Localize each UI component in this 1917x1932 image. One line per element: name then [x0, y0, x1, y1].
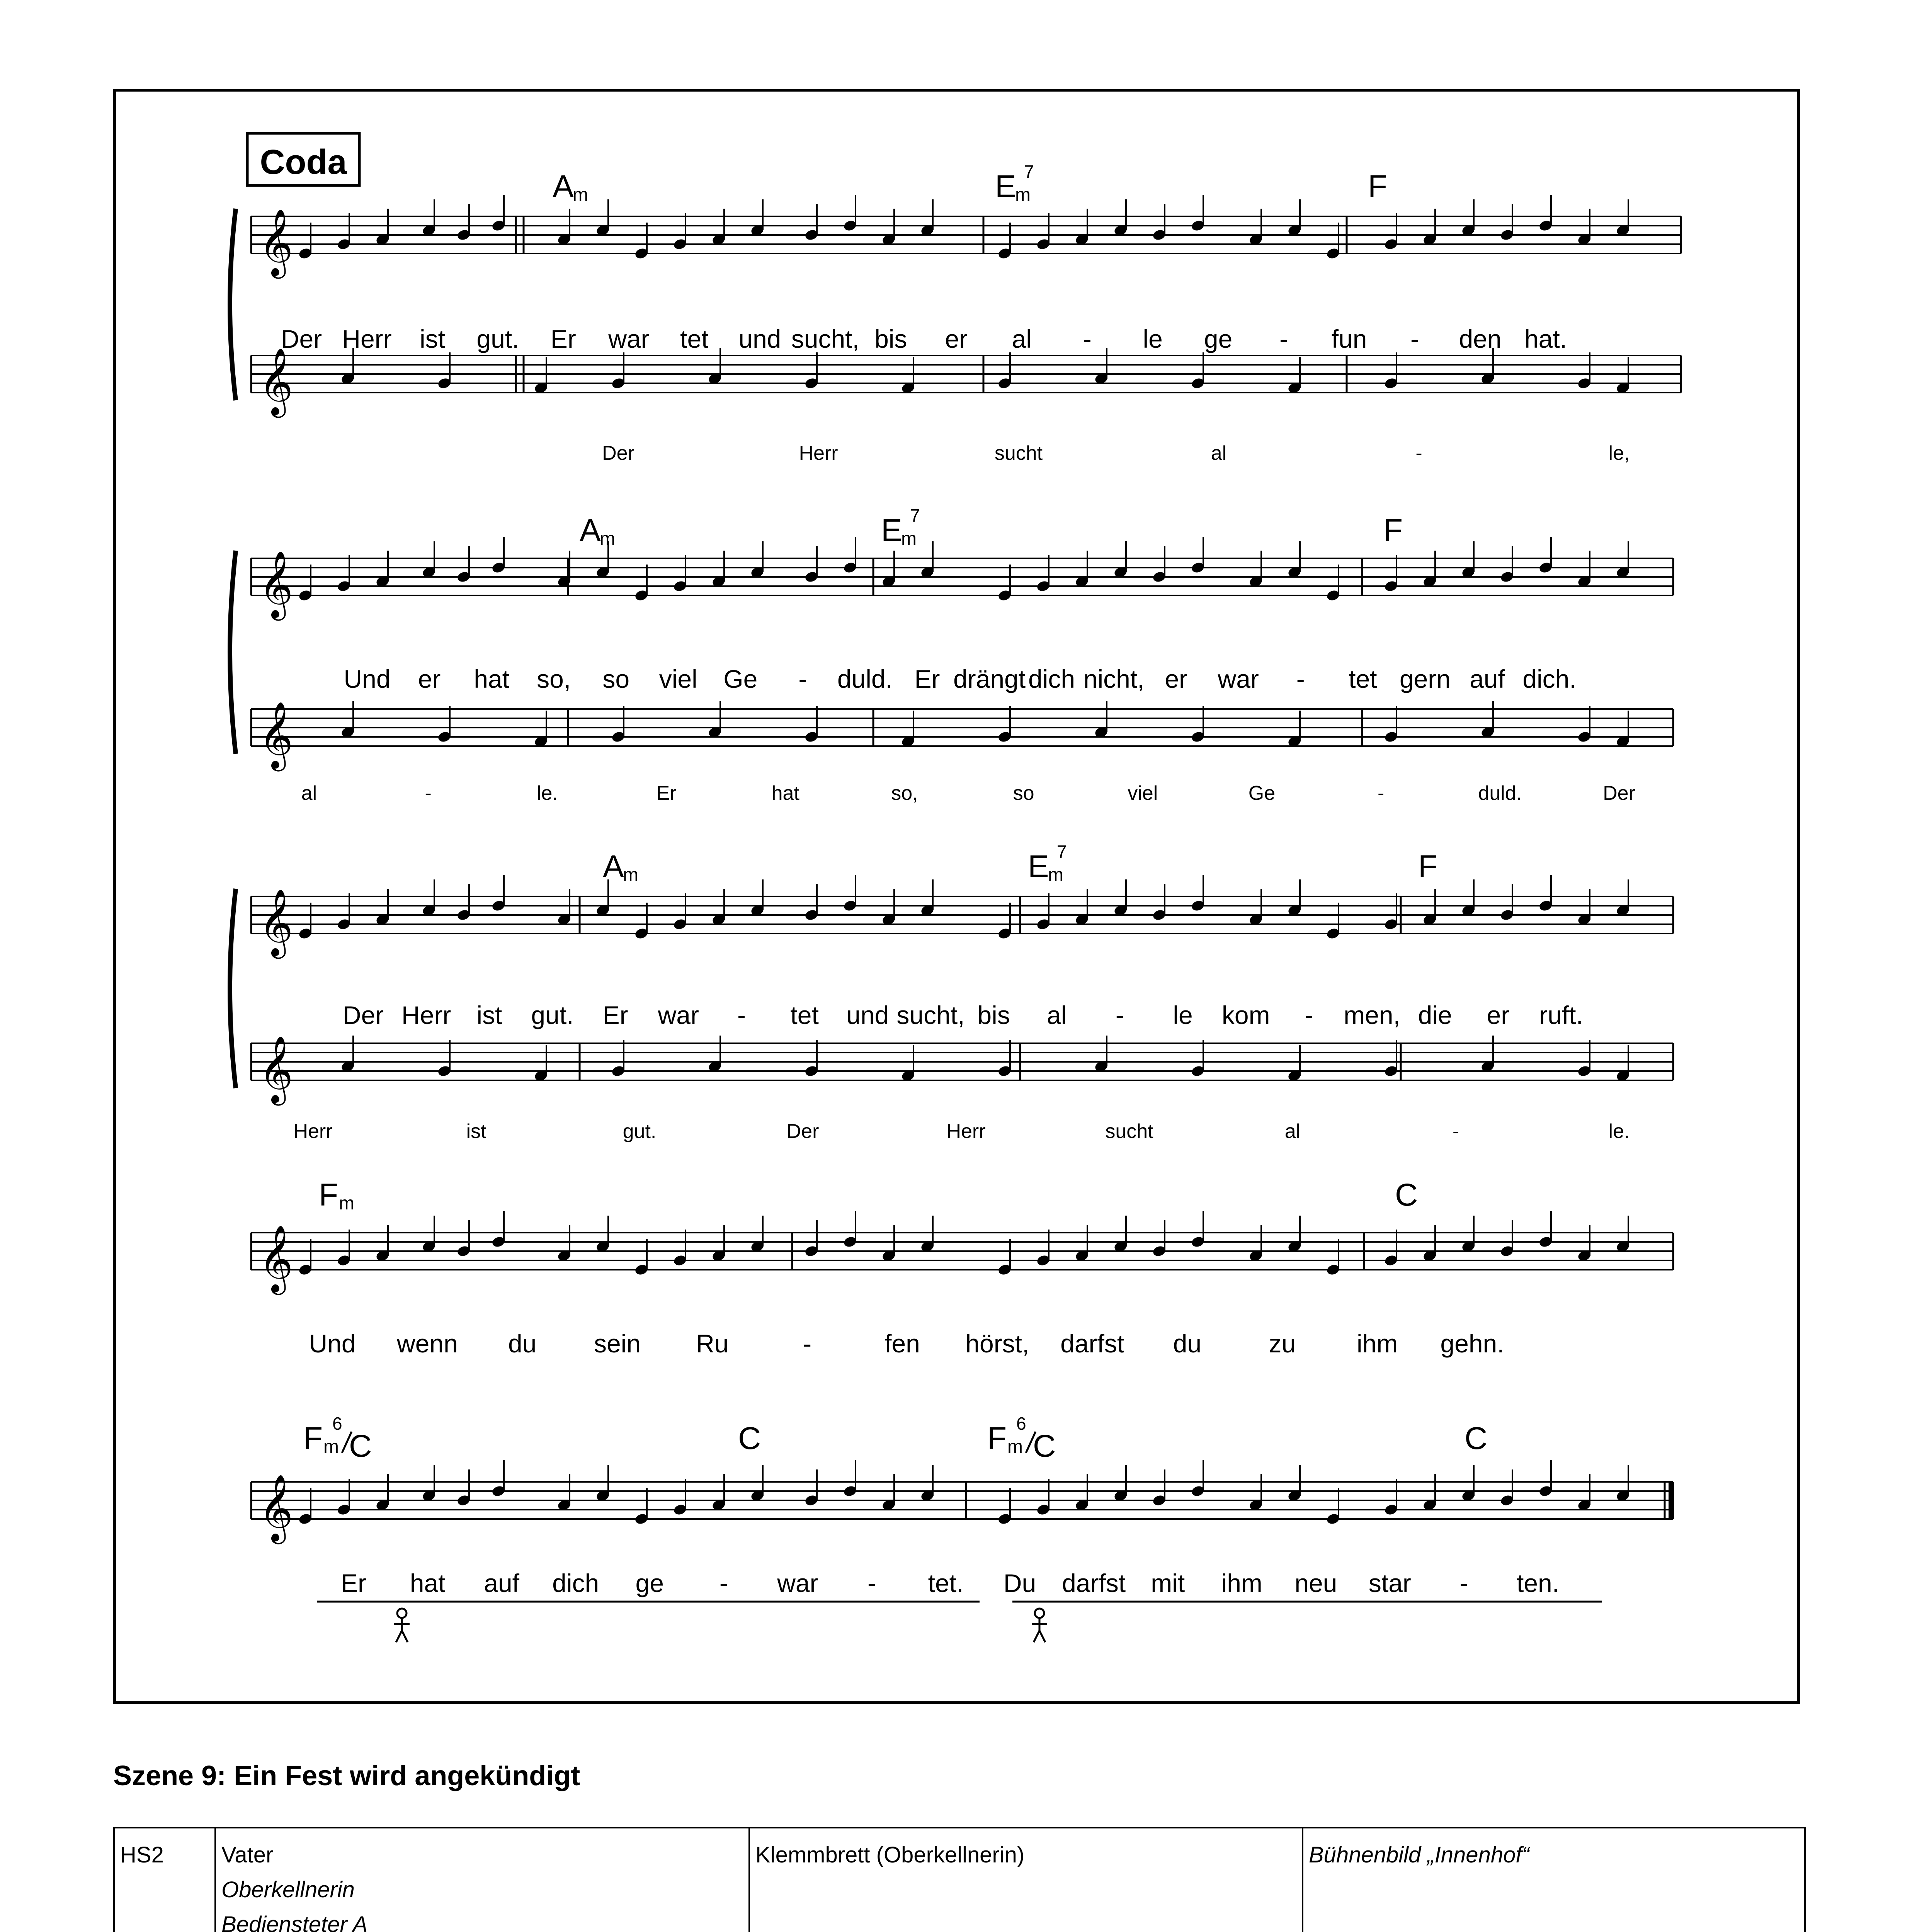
- lyric-syllable: tet: [790, 1001, 819, 1029]
- lyric-syllable: viel: [659, 665, 697, 693]
- lyric-syllable: duld.: [837, 665, 893, 693]
- lyric-syllable: ruft.: [1539, 1001, 1583, 1029]
- chord-symbol: [1368, 169, 1387, 204]
- chord-symbol: [553, 169, 588, 205]
- lyric-syllable: sucht,: [791, 325, 859, 353]
- lyrics-line: [341, 1569, 1559, 1597]
- chord-quality: m: [1015, 185, 1031, 205]
- chord-quality: m: [339, 1193, 354, 1214]
- lyric-syllable: war: [658, 1001, 699, 1029]
- chord-quality: m: [1007, 1437, 1023, 1457]
- lyric-syllable: men,: [1344, 1001, 1400, 1029]
- system-brace: [230, 551, 236, 754]
- chord-symbol: [603, 849, 638, 885]
- chord-symbol: [319, 1177, 354, 1214]
- lyric-syllable: zu: [1269, 1329, 1296, 1358]
- treble-clef: 𝄞: [259, 551, 293, 616]
- lyric-syllable: dich: [552, 1569, 599, 1597]
- chord-symbol: [1028, 842, 1067, 885]
- lyric-syllable: gern: [1399, 665, 1451, 693]
- lyric-syllable: sucht,: [896, 1001, 965, 1029]
- notes: [298, 875, 1630, 940]
- chord-root: C: [738, 1421, 761, 1456]
- lyric-syllable: le: [1173, 1001, 1193, 1029]
- lyric-syllable: -: [798, 665, 807, 693]
- lyric-syllable: sein: [594, 1329, 641, 1358]
- lyric-syllable: hat: [474, 665, 509, 693]
- figure-leg: [396, 1631, 402, 1642]
- lyric-syllable: -: [1410, 325, 1419, 353]
- treble-clef: 𝄞: [259, 702, 293, 767]
- chord-root: F: [303, 1421, 323, 1456]
- treble-clef: 𝄞: [259, 209, 293, 274]
- lyric-syllable: dich: [1028, 665, 1075, 693]
- chord-extension: 7: [1024, 162, 1034, 182]
- lyric-syllable: hat: [410, 1569, 446, 1597]
- chord-quality: m: [901, 529, 917, 549]
- figure-leg: [1039, 1631, 1045, 1642]
- lyric-syllable: nicht,: [1083, 665, 1145, 693]
- treble-clef: 𝄞: [259, 1226, 293, 1291]
- lyric-syllable: Er: [550, 325, 576, 353]
- chord-root: A: [553, 169, 574, 204]
- lyric-syllable: le.: [536, 782, 558, 804]
- lyric-syllable: darfst: [1062, 1569, 1126, 1597]
- lyric-syllable: Er: [602, 1001, 628, 1029]
- lyrics-line: [343, 1001, 1583, 1029]
- staff: [251, 1475, 1674, 1544]
- chord-extension: 6: [332, 1413, 342, 1434]
- lyric-syllable: -: [1452, 1120, 1459, 1143]
- lyric-syllable: al: [1047, 1001, 1067, 1029]
- lyric-syllable: den: [1459, 325, 1502, 353]
- lyric-syllable: Er: [656, 782, 677, 804]
- chord-root: E: [995, 169, 1016, 204]
- lyric-syllable: drängt: [953, 665, 1026, 693]
- staff: [251, 702, 1673, 772]
- chord-symbol: [580, 513, 615, 549]
- lyric-syllable: tet: [680, 325, 709, 353]
- lyric-syllable: Herr: [401, 1001, 451, 1029]
- lyrics-line-lower: [293, 1120, 1630, 1143]
- chord-root: F: [1368, 169, 1388, 204]
- lyric-syllable: -: [1296, 665, 1305, 693]
- lyric-syllable: hat: [771, 782, 799, 804]
- lyric-syllable: hörst,: [965, 1329, 1029, 1358]
- notes: [298, 537, 1630, 602]
- figure-head: [397, 1609, 407, 1618]
- lyric-syllable: darfst: [1060, 1329, 1124, 1358]
- chord-root: F: [1418, 849, 1438, 884]
- chord-root: E: [1028, 849, 1049, 884]
- chord-symbol: [1418, 849, 1437, 884]
- lyric-syllable: er: [418, 665, 441, 693]
- notes: [298, 1211, 1630, 1276]
- lyric-syllable: Der: [1603, 782, 1635, 804]
- lyric-syllable: al: [301, 782, 317, 804]
- chord-root: F: [987, 1421, 1007, 1456]
- final-barline: [1669, 1482, 1674, 1519]
- lyric-syllable: war: [1218, 665, 1259, 693]
- lyric-syllable: gut.: [476, 325, 519, 353]
- lyric-syllable: duld.: [1478, 782, 1522, 804]
- lyric-syllable: auf: [484, 1569, 519, 1597]
- figure-head: [1035, 1609, 1044, 1618]
- lyric-syllable: al: [1284, 1120, 1301, 1143]
- notes: [298, 1460, 1630, 1526]
- chord-root: F: [319, 1177, 338, 1213]
- lyric-syllable: Ge: [723, 665, 758, 693]
- lyric-syllable: ge: [635, 1569, 664, 1597]
- staff: [251, 209, 1681, 279]
- lyric-syllable: Herr: [946, 1120, 986, 1143]
- chord-bass: C: [349, 1429, 372, 1464]
- staff: [251, 349, 1681, 418]
- staff: [251, 551, 1673, 621]
- lyric-syllable: neu: [1294, 1569, 1337, 1597]
- system-brace: [230, 889, 236, 1088]
- chord-symbol: [303, 1413, 372, 1464]
- lyric-syllable: war: [608, 325, 650, 353]
- lyric-syllable: er: [945, 325, 968, 353]
- choreo-figure: [394, 1609, 410, 1642]
- coda-label: Coda: [260, 143, 347, 182]
- treble-clef: 𝄞: [259, 1475, 293, 1540]
- lyric-syllable: ten.: [1516, 1569, 1560, 1597]
- lyric-syllable: Du: [1003, 1569, 1036, 1597]
- chord-symbol: [995, 162, 1034, 205]
- choreo-figure: [1032, 1609, 1047, 1642]
- lyrics-line: [281, 325, 1567, 353]
- lyric-syllable: ist: [419, 325, 445, 353]
- lyric-syllable: fen: [885, 1329, 920, 1358]
- lyric-syllable: so,: [891, 782, 918, 804]
- lyric-syllable: -: [803, 1329, 812, 1358]
- lyric-syllable: -: [1415, 442, 1422, 464]
- treble-clef: 𝄞: [259, 889, 293, 954]
- lyric-syllable: Und: [344, 665, 391, 693]
- lyric-syllable: auf: [1470, 665, 1505, 693]
- chord-root: A: [580, 513, 601, 548]
- chord-quality: m: [323, 1437, 339, 1457]
- props-cell: Klemmbrett (Oberkellnerin): [749, 1828, 1303, 1932]
- lyric-syllable: bis: [874, 325, 907, 353]
- scene-code: HS2: [114, 1828, 215, 1932]
- lyric-syllable: le: [1143, 325, 1163, 353]
- lyric-syllable: und: [738, 325, 781, 353]
- lyric-syllable: und: [846, 1001, 889, 1029]
- lyric-syllable: so: [1013, 782, 1034, 804]
- lyric-syllable: gut.: [531, 1001, 574, 1029]
- lyric-syllable: so: [602, 665, 630, 693]
- lyric-syllable: die: [1418, 1001, 1452, 1029]
- chord-extension: 7: [910, 505, 920, 526]
- lyric-syllable: fun: [1331, 325, 1367, 353]
- lyric-syllable: ist: [476, 1001, 502, 1029]
- lyric-syllable: -: [1305, 1001, 1313, 1029]
- lyric-syllable: Ru: [696, 1329, 729, 1358]
- staff: [251, 889, 1673, 959]
- chord-symbol: [881, 505, 920, 549]
- lyric-syllable: ist: [466, 1120, 486, 1143]
- treble-clef: 𝄞: [259, 349, 293, 413]
- lyrics-line-lower: [301, 782, 1635, 804]
- staff: [251, 1036, 1673, 1106]
- lyric-syllable: -: [1115, 1001, 1124, 1029]
- chord-quality: m: [1048, 865, 1063, 885]
- lyric-syllable: Herr: [293, 1120, 333, 1143]
- role-name: Vater: [221, 1842, 274, 1867]
- lyric-syllable: -: [1377, 782, 1385, 804]
- lyric-syllable: -: [719, 1569, 728, 1597]
- lyric-syllable: ihm: [1221, 1569, 1262, 1597]
- chord-root: F: [1383, 513, 1403, 548]
- lyric-syllable: kom: [1221, 1001, 1270, 1029]
- lyric-syllable: wenn: [396, 1329, 458, 1358]
- lyric-syllable: sucht: [994, 442, 1043, 464]
- role-name: Oberkellnerin: [221, 1877, 355, 1902]
- lyric-syllable: Der: [786, 1120, 819, 1143]
- lyric-syllable: al: [1012, 325, 1032, 353]
- lyric-syllable: war: [777, 1569, 818, 1597]
- lyric-syllable: Der: [602, 442, 634, 464]
- lyric-syllable: -: [1459, 1569, 1468, 1597]
- lyric-syllable: le,: [1608, 442, 1630, 464]
- lyric-syllable: Und: [309, 1329, 356, 1358]
- chord-root: C: [1395, 1177, 1418, 1213]
- system-brace: [230, 209, 236, 400]
- lyric-syllable: le.: [1608, 1120, 1630, 1143]
- lyric-syllable: al: [1211, 442, 1227, 464]
- scene-info-table: [113, 1827, 1806, 1932]
- lyrics-line: [309, 1329, 1504, 1358]
- lyric-syllable: du: [508, 1329, 537, 1358]
- lyric-syllable: tet: [1349, 665, 1377, 693]
- lyric-syllable: Er: [341, 1569, 366, 1597]
- set-cell: Bühnenbild „Innenhof“: [1303, 1828, 1805, 1932]
- lyric-syllable: so,: [537, 665, 571, 693]
- lyric-syllable: -: [737, 1001, 746, 1029]
- lyric-syllable: er: [1165, 665, 1188, 693]
- scene-title: Szene 9: Ein Fest wird angekündigt: [113, 1760, 580, 1791]
- figure-leg: [402, 1631, 408, 1642]
- lyric-syllable: dich.: [1522, 665, 1577, 693]
- lyric-syllable: tet.: [928, 1569, 964, 1597]
- lyric-syllable: bis: [977, 1001, 1010, 1029]
- roles-cell: [215, 1828, 749, 1932]
- chord-symbol: [738, 1421, 761, 1456]
- lyric-syllable: hat.: [1524, 325, 1567, 353]
- lyric-syllable: viel: [1128, 782, 1158, 804]
- notes: [298, 195, 1630, 260]
- lyric-syllable: mit: [1151, 1569, 1185, 1597]
- lyric-syllable: -: [425, 782, 432, 804]
- staff: [251, 1226, 1673, 1295]
- treble-clef: 𝄞: [259, 1036, 293, 1101]
- chord-extension: 6: [1016, 1413, 1026, 1434]
- chord-symbol: [1383, 513, 1403, 548]
- chord-bass: C: [1033, 1429, 1056, 1464]
- lyric-syllable: star: [1368, 1569, 1411, 1597]
- chord-quality: m: [573, 185, 588, 205]
- lyric-syllable: ge: [1204, 325, 1233, 353]
- lyric-syllable: Der: [281, 325, 322, 353]
- lyric-syllable: er: [1487, 1001, 1510, 1029]
- lyric-syllable: Der: [342, 1001, 384, 1029]
- lyric-syllable: Ge: [1248, 782, 1276, 804]
- chord-symbol: [1465, 1421, 1487, 1456]
- lyric-syllable: sucht: [1105, 1120, 1153, 1143]
- lyric-syllable: gehn.: [1440, 1329, 1504, 1358]
- chord-symbol: [987, 1413, 1056, 1464]
- lyric-syllable: ihm: [1356, 1329, 1398, 1358]
- lyric-syllable: du: [1173, 1329, 1202, 1358]
- figure-leg: [1034, 1631, 1039, 1642]
- lyrics-line-lower: [602, 442, 1630, 464]
- lyric-syllable: -: [1279, 325, 1288, 353]
- chord-root: C: [1465, 1421, 1488, 1456]
- lyric-syllable: -: [867, 1569, 876, 1597]
- lyric-syllable: gut.: [623, 1120, 657, 1143]
- chord-extension: 7: [1057, 842, 1067, 862]
- lyric-syllable: Er: [914, 665, 940, 693]
- lyrics-line: [344, 665, 1576, 693]
- chord-quality: m: [623, 865, 638, 885]
- lyric-syllable: Herr: [342, 325, 392, 353]
- role-name: Bediensteter A: [221, 1912, 368, 1932]
- lyric-syllable: Herr: [799, 442, 838, 464]
- chord-symbol: [1395, 1177, 1418, 1213]
- chord-quality: m: [600, 529, 615, 549]
- lyric-syllable: -: [1083, 325, 1092, 353]
- chord-root: E: [881, 513, 902, 548]
- chord-root: A: [603, 849, 624, 884]
